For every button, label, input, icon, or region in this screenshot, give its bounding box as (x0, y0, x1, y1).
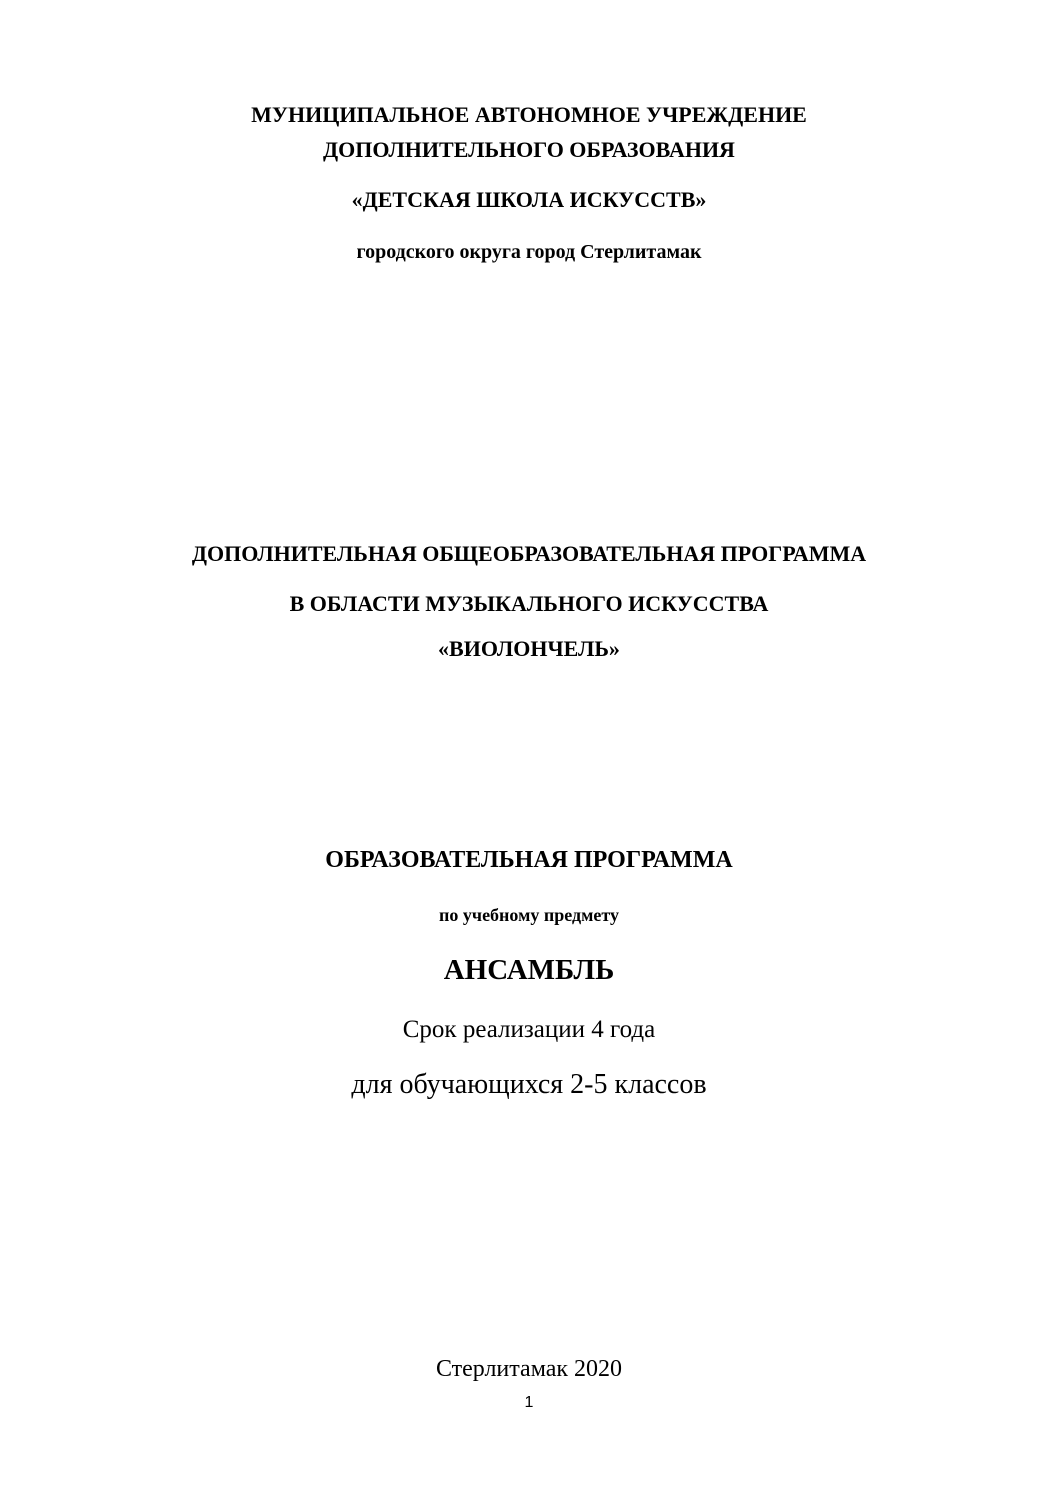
city-year: Стерлитамак 2020 (435, 1356, 623, 1382)
subject-duration: Срок реализации 4 года (402, 1016, 656, 1043)
org-line-1: МУНИЦИПАЛЬНОЕ АВТОНОМНОЕ УЧРЕЖДЕНИЕ (251, 102, 807, 127)
org-location: городского округа город Стерлитамак (356, 241, 702, 263)
subject-subtitle: по учебному предмету (439, 905, 619, 925)
org-name: «ДЕТСКАЯ ШКОЛА ИСКУССТВ» (351, 187, 707, 212)
subject-name: АНСАМБЛЬ (443, 954, 615, 986)
org-line-2: ДОПОЛНИТЕЛЬНОГО ОБРАЗОВАНИЯ (323, 137, 735, 162)
subject-title: ОБРАЗОВАТЕЛЬНАЯ ПРОГРАММА (325, 847, 733, 873)
program-line-2: В ОБЛАСТИ МУЗЫКАЛЬНОГО ИСКУССТВА (289, 591, 769, 616)
program-line-1: ДОПОЛНИТЕЛЬНАЯ ОБЩЕОБРАЗОВАТЕЛЬНАЯ ПРОГРАММА (191, 541, 867, 566)
page-number: 1 (524, 1394, 534, 1411)
subject-audience: для обучающихся 2-5 классов (351, 1069, 707, 1100)
program-line-3: «ВИОЛОНЧЕЛЬ» (438, 636, 620, 661)
